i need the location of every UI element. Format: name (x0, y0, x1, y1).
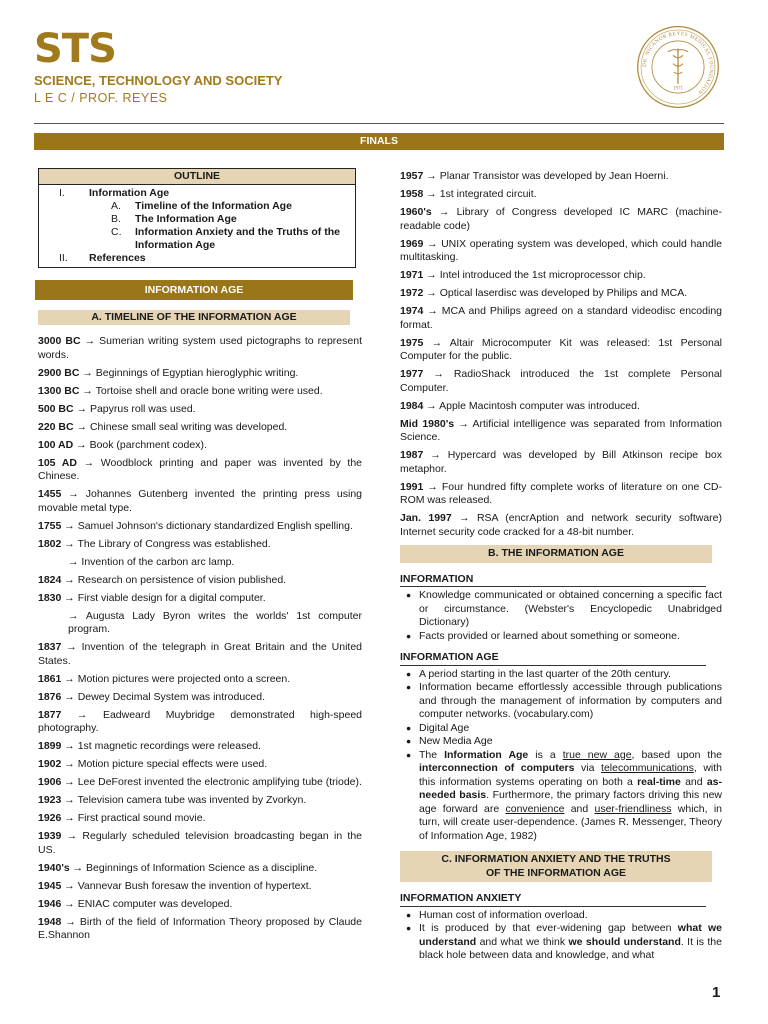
timeline-entry: 1939 → Regularly scheduled television broadcasting began in the US. (38, 830, 363, 856)
timeline-entry: 1877 → Eadweard Muybridge demonstrated high-speed photography. (38, 708, 363, 734)
timeline-entry: 1957 → Planar Transistor was developed by Jean Hoerni. (400, 170, 669, 182)
timeline-entry: 1945 → Vannevar Bush foresaw the invention of hypertext. (38, 879, 312, 892)
timeline-entry: 220 BC → Chinese small seal writing was developed. (38, 420, 288, 433)
timeline-entry: 105 AD → Woodblock printing and paper was invented by the Chinese. (38, 456, 363, 482)
left-column (38, 168, 362, 947)
timeline-entry: Mid 1980's → Artificial intelligence was separated from Information Science. (400, 417, 722, 443)
term-information: INFORMATION (400, 573, 706, 588)
information-age-definitions (400, 668, 722, 844)
timeline-entry: 2900 BC → Beginnings of Egyptian hieroglyphic writing. (38, 366, 299, 379)
timeline-entry: 1975 → Altair Microcomputer Kit was released: 1st Personal Computer for the public. (400, 336, 723, 362)
timeline-entry: 1940's → Beginnings of Information Science as a discipline. (38, 861, 318, 874)
timeline-entry: 1984 → Apple Macintosh computer was introduced. (400, 399, 640, 412)
timeline-entry: 1946 → ENIAC computer was developed. (38, 897, 233, 910)
university-seal (636, 25, 720, 109)
timeline-list-left (38, 335, 362, 943)
outline-title: OUTLINE (39, 169, 355, 185)
term-information-anxiety: INFORMATION ANXIETY (400, 892, 706, 907)
list-item: ● It is produced by that ever-widening gap between what we understand and what we think we should understand. It is the black hole between data and knowledge, and what (406, 922, 722, 963)
right-column (400, 170, 722, 971)
list-item: ● Digital Age (406, 722, 722, 736)
timeline-entry: 1830 → First viable design for a digital computer. (38, 591, 266, 604)
outline-item-1b: B. The Information Age (111, 213, 237, 225)
timeline-entry: 1837 → Invention of the telegraph in Great Britain and the United States. (38, 641, 363, 667)
outline-item-2: II. References (59, 252, 146, 264)
section-information-age: INFORMATION AGE (35, 280, 353, 300)
list-item: ● Knowledge communicated or obtained concerning a specific fact or circumstance. (Webster's Encyclopedic Unabridged Dictionary) (406, 589, 722, 630)
timeline-list-right (400, 170, 722, 539)
list-item: ● Facts provided or learned about something or someone. (406, 630, 722, 644)
term-bar: FINALS (34, 133, 724, 150)
timeline-entry: 500 BC → Papyrus roll was used. (38, 402, 196, 415)
anxiety-definitions (400, 909, 722, 963)
list-item: ● A period starting in the last quarter of the 20th century. (406, 668, 722, 682)
timeline-entry: 1977 → RadioShack introduced the 1st complete Personal Computer. (400, 368, 723, 394)
timeline-entry: 1987 → Hypercard was developed by Bill Atkinson recipe box metaphor. (400, 449, 722, 475)
list-item: ● New Media Age (406, 735, 722, 749)
timeline-entry: Jan. 1997 → RSA (encrAption and network security software) Internet security code cracked for a 48-bit number. (400, 512, 723, 538)
subject-title: SCIENCE, TECHNOLOGY AND SOCIETY (34, 73, 283, 88)
timeline-heading: A. TIMELINE OF THE INFORMATION AGE (38, 310, 350, 325)
list-item: ● The Information Age is a true new age, based upon the interconnection of computers via telecommunications, with this information systems operating on both a real-time and as-needed basis. Furthermore, the primary factors driving this new age forward are convenience and user-friendliness which, in turn, will create user-dependence. (James R. Messenger, Theory of Information Age, 1982) (406, 749, 722, 844)
outline-box (38, 168, 356, 268)
timeline-entry: 100 AD → Book (parchment codex). (38, 438, 207, 451)
timeline-entry: 1923 → Television camera tube was invented by Zvorkyn. (38, 794, 307, 806)
timeline-entry: → Invention of the carbon arc lamp. (68, 555, 235, 568)
timeline-entry: 1802 → The Library of Congress was established. (38, 537, 271, 550)
timeline-entry: 1960's → Library of Congress developed IC MARC (machine-readable code) (400, 206, 722, 232)
timeline-entry: 1861 → Motion pictures were projected onto a screen. (38, 672, 291, 685)
timeline-entry: 1974 → MCA and Philips agreed on a standard videodisc encoding format. (400, 305, 723, 331)
timeline-entry: 1906 → Lee DeForest invented the electronic amplifying tube (triode). (38, 776, 362, 788)
list-item: ● Human cost of information overload. (406, 909, 722, 923)
anxiety-heading: C. INFORMATION ANXIETY AND THE TRUTHS OF THE INFORMATION AGE (400, 851, 712, 882)
timeline-entry: 1971 → Intel introduced the 1st microprocessor chip. (400, 269, 646, 281)
timeline-entry: → Augusta Lady Byron writes the worlds' 1st computer program. (68, 609, 362, 635)
timeline-entry: 1969 → UNIX operating system was developed, which could handle multitasking. (400, 237, 722, 263)
timeline-entry: 1300 BC → Tortoise shell and oracle bone writing were used. (38, 384, 323, 397)
header-divider (34, 123, 724, 124)
seal-text: DR. NICANOR REYES MEDICAL FOUNDATION (642, 31, 714, 96)
timeline-entry: 1991 → Four hundred fifty complete works of literature on one CD-ROM was released. (400, 480, 722, 506)
timeline-entry: 1926 → First practical sound movie. (38, 812, 206, 824)
timeline-entry: 1755 → Samuel Johnson's dictionary standardized English spelling. (38, 519, 353, 532)
outline-item-1: I. Information Age (59, 187, 170, 199)
timeline-entry: 3000 BC → Sumerian writing system used pictographs to represent words. (38, 335, 362, 361)
timeline-entry: 1902 → Motion picture special effects were used. (38, 758, 268, 770)
timeline-entry: 1972 → Optical laserdisc was developed by Philips and MCA. (400, 287, 688, 299)
brand-title: STS (34, 26, 116, 72)
outline-item-1a: A. Timeline of the Information Age (111, 200, 292, 212)
info-age-heading: B. THE INFORMATION AGE (400, 545, 712, 563)
timeline-entry: 1824 → Research on persistence of vision published. (38, 573, 287, 586)
timeline-entry: 1948 → Birth of the field of Information Theory proposed by Claude E.Shannon (38, 915, 362, 941)
timeline-entry: 1899 → 1st magnetic recordings were released. (38, 740, 261, 752)
information-definitions (400, 589, 722, 643)
page-number: 1 (712, 984, 721, 1001)
term-information-age: INFORMATION AGE (400, 651, 706, 666)
timeline-entry: 1958 → 1st integrated circuit. (400, 188, 537, 200)
lecturer-line: L E C / PROF. REYES (34, 91, 168, 105)
seal-year: 1971 (672, 86, 684, 92)
list-item: ● Information became effortlessly accessible through publications and through the management of information by computers and computer networks. (vocabulary.com) (406, 681, 722, 722)
timeline-entry: 1876 → Dewey Decimal System was introduced. (38, 690, 266, 703)
outline-item-1c: C. Information Anxiety and the Truths of the Information Age (111, 226, 340, 251)
timeline-entry: 1455 → Johannes Gutenberg invented the printing press using movable metal type. (38, 488, 362, 514)
